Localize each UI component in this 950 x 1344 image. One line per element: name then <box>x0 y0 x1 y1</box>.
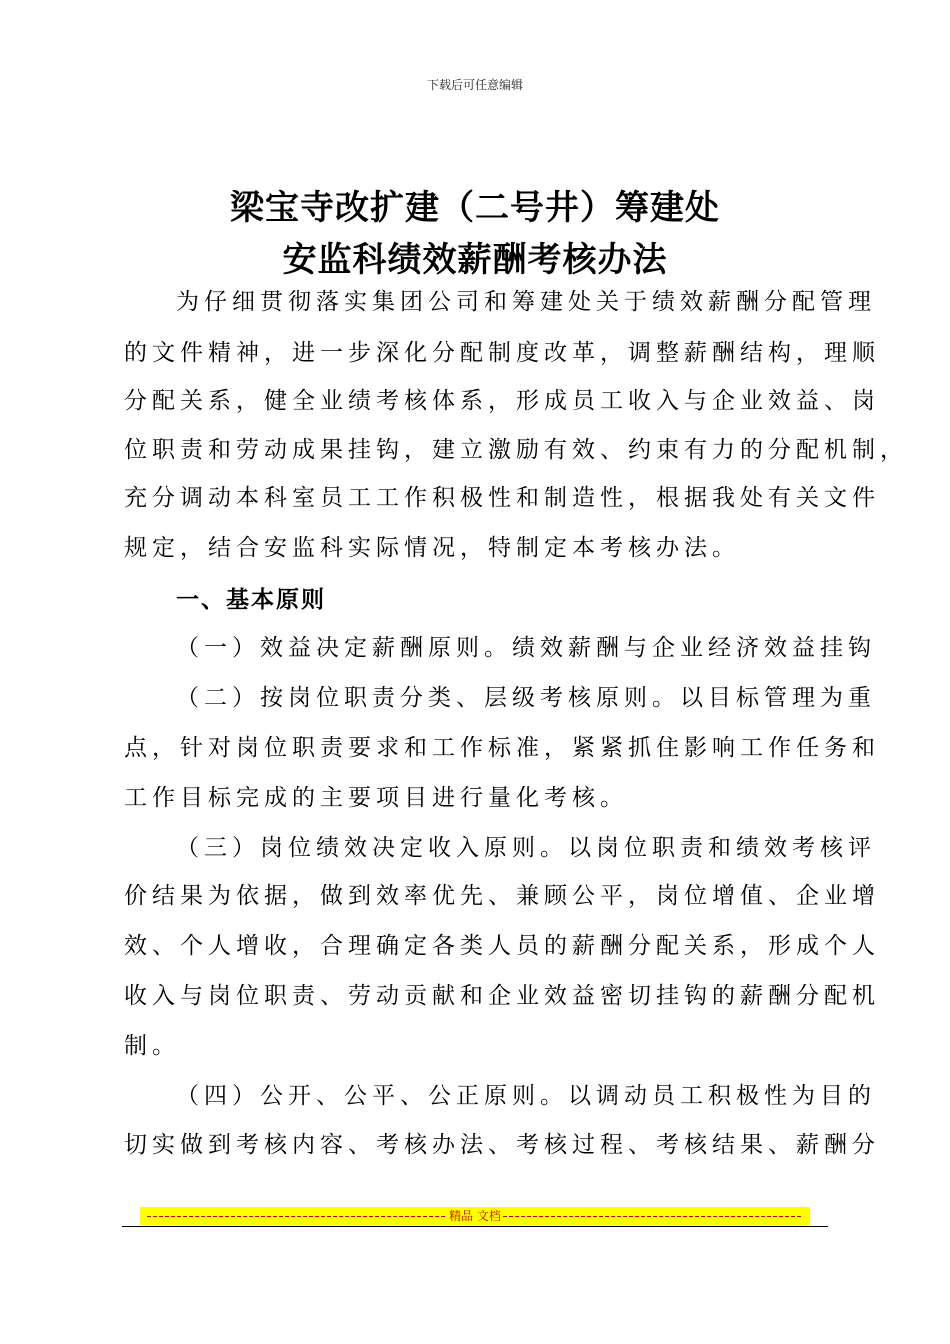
paragraph-line: 制。 <box>124 1033 180 1059</box>
document-title-line-1: 梁宝寺改扩建（二号井）筹建处 <box>230 188 720 228</box>
download-note: 下载后可任意编辑 <box>426 78 523 92</box>
paragraph-line: 收入与岗位职责、劳动贡献和企业效益密切挂钩的薪酬分配机 <box>124 983 880 1009</box>
footer-label: 精品 文档 <box>449 1209 501 1223</box>
paragraph-line: 工作目标完成的主要项目进行量化考核。 <box>124 785 628 811</box>
paragraph-line: 位职责和劳动成果挂钩，建立激励有效、约束有力的分配机制， <box>124 437 908 463</box>
document-title-line-2: 安监科绩效薪酬考核办法 <box>282 240 668 280</box>
paragraph-line: 分配关系，健全业绩考核体系，形成员工收入与企业效益、岗 <box>124 388 880 414</box>
paragraph-line: 充分调动本科室员工工作积极性和制造性，根据我处有关文件 <box>124 485 880 511</box>
paragraph-line: 点，针对岗位职责要求和工作标准，紧紧抓住影响工作任务和 <box>124 735 880 761</box>
footer-dash-left <box>147 1207 447 1225</box>
paragraph-line: （二）按岗位职责分类、层级考核原则。以目标管理为重 <box>176 685 876 711</box>
paragraph-line: （三）岗位绩效决定收入原则。以岗位职责和绩效考核评 <box>176 835 876 861</box>
footer-dash-right <box>503 1207 803 1225</box>
footer-watermark-band <box>140 1207 810 1225</box>
paragraph-line: （一）效益决定薪酬原则。绩效薪酬与企业经济效益挂钩 <box>176 635 876 661</box>
paragraph-line: 效、个人增收，合理确定各类人员的薪酬分配关系，形成个人 <box>124 933 880 959</box>
paragraph-line: 规定，结合安监科实际情况，特制定本考核办法。 <box>124 535 740 561</box>
paragraph-line: 切实做到考核内容、考核办法、考核过程、考核结果、薪酬分 <box>124 1132 880 1158</box>
footer-rule <box>122 1226 828 1227</box>
paragraph-line: （四）公开、公平、公正原则。以调动员工积极性为目的 <box>176 1083 876 1109</box>
paragraph-line: 价结果为依据，做到效率优先、兼顾公平，岗位增值、企业增 <box>124 883 880 909</box>
paragraph-line: 为仔细贯彻落实集团公司和筹建处关于绩效薪酬分配管理 <box>176 289 876 315</box>
paragraph-line: 的文件精神，进一步深化分配制度改革，调整薪酬结构，理顺 <box>124 340 880 366</box>
section-heading: 一、基本原则 <box>176 587 326 613</box>
